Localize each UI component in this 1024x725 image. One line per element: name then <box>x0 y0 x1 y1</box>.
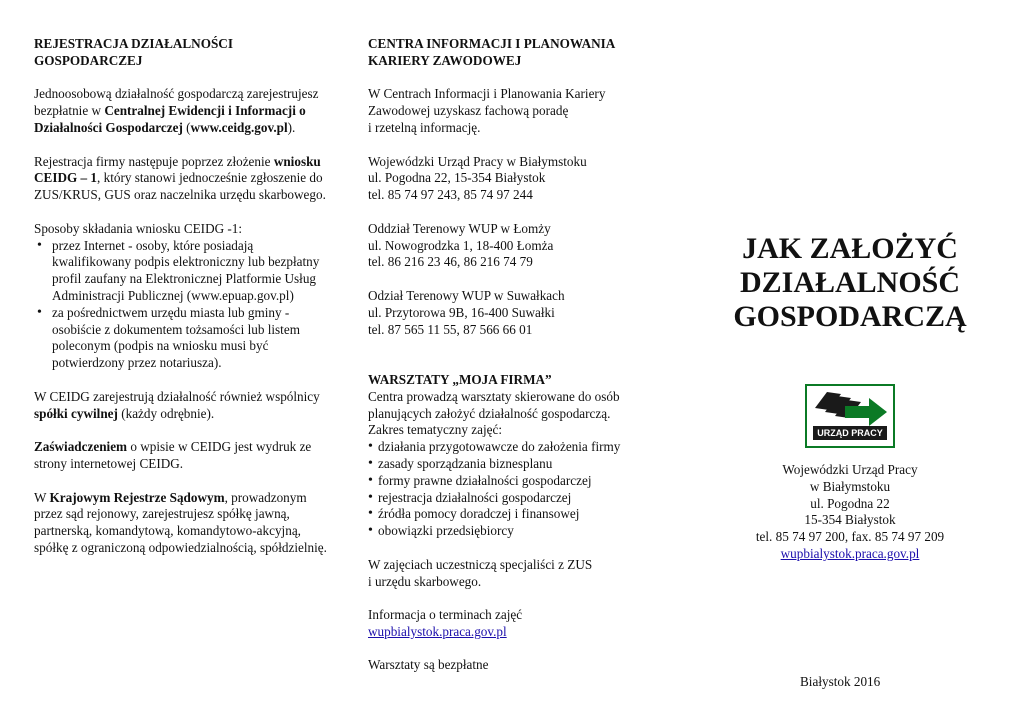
schedule-link[interactable]: wupbialystok.praca.gov.pl <box>368 623 507 639</box>
schedule-label: Informacja o terminach zajęć <box>368 607 523 623</box>
address-line: tel. 85 74 97 200, fax. 85 74 97 209 <box>755 529 945 545</box>
office-phone: tel. 86 216 23 46, 86 216 74 79 <box>368 254 533 270</box>
specialists-paragraph <box>368 557 668 591</box>
heading-line: REJESTRACJA DZIAŁALNOŚCI <box>34 36 233 51</box>
workshops-intro <box>368 389 668 439</box>
title-line: JAK ZAŁOŻYĆ <box>742 232 958 265</box>
heading-line: GOSPODARCZEJ <box>34 52 143 68</box>
methods-title: Sposoby składania wniosku CEIDG -1: <box>34 220 243 236</box>
intro-paragraph <box>368 86 668 136</box>
list-item: • za pośrednictwem urzędu miasta lub gminy - osobiście z dokumentem tożsamości lub listem poleconym (podpis na wniosku musi być potwierdzony przez notariusza). <box>34 305 330 372</box>
text-line: W Centrach Informacji i Planowania Kariery <box>368 86 606 102</box>
text: ( <box>182 119 191 135</box>
certificate-paragraph <box>34 439 330 473</box>
registration-column <box>34 36 330 574</box>
text: o wpisie w CEIDG jest wydruk ze strony internetowej CEIDG. <box>34 439 312 471</box>
text-line: Zakres tematyczny zajęć: <box>368 422 502 438</box>
heading-line: KARIERY ZAWODOWEJ <box>368 52 522 68</box>
website-link[interactable]: wupbialystok.praca.gov.pl <box>780 545 920 561</box>
career-centers-heading <box>368 36 668 70</box>
office-address: ul. Nowogrodzka 1, 18-400 Łomża <box>368 237 554 253</box>
text: , prowadzonym przez sąd rejonowy, zarejestrujesz spółkę jawną, partnerską, komandytową, komandytowo-akcyjną, spółkę z ograniczoną odpowiedzialnością, spółdzielnię. <box>34 489 327 555</box>
list-item: • przez Internet - osoby, które posiadają kwalifikowany podpis elektroniczny lub bezpłatny profil zaufany na Elektronicznej Platformie Usług Administracji Publicznej (www.epuap.gov.pl) <box>34 238 330 305</box>
office-suwalki <box>368 288 668 338</box>
logo-text: URZĄD PRACY <box>817 428 883 438</box>
list-item: • źródła pomocy doradczej i finansowej <box>368 506 668 523</box>
partnership-paragraph <box>34 389 330 423</box>
office-phone: tel. 85 74 97 243, 85 74 97 244 <box>368 187 533 203</box>
bold-text: spółki cywilnej <box>34 405 118 421</box>
office-lomza <box>368 221 668 271</box>
list-item: • formy prawne działalności gospodarczej <box>368 473 668 490</box>
cover-title <box>700 232 1000 334</box>
cover-column <box>700 36 1000 563</box>
text: , który stanowi jednocześnie zgłoszenie do ZUS/KRUS, GUS oraz naczelnika urzędu skarbowego. <box>34 170 326 203</box>
list-item: • rejestracja działalności gospodarczej <box>368 490 668 507</box>
office-address: ul. Przytorowa 9B, 16-400 Suwałki <box>368 304 555 320</box>
career-centers-column <box>368 36 668 691</box>
address-line: 15-354 Białystok <box>804 512 896 528</box>
topics-list <box>368 439 668 540</box>
ceidg-paragraph <box>34 86 330 136</box>
text-line: Centra prowadzą warsztaty skierowane do osób <box>368 388 620 404</box>
bold-text: wniosku CEIDG – 1 <box>34 153 321 186</box>
office-address: ul. Pogodna 22, 15-354 Białystok <box>368 170 546 186</box>
workshops-heading: WARSZTATY „MOJA FIRMA” <box>368 371 552 387</box>
address-line: ul. Pogodna 22 <box>810 495 890 511</box>
ceidg-url: www.ceidg.gov.pl <box>190 119 288 135</box>
free-note: Warsztaty są bezpłatne <box>368 657 489 673</box>
text-line: Zawodowej uzyskasz fachową poradę <box>368 103 569 119</box>
office-name: Odział Terenowy WUP w Suwałkach <box>368 287 565 303</box>
text: W <box>34 489 50 505</box>
office-phone: tel. 87 565 11 55, 87 566 66 01 <box>368 321 533 337</box>
list-item: • zasady sporządzania biznesplanu <box>368 456 668 473</box>
address-line: Wojewódzki Urząd Pracy <box>782 462 918 477</box>
title-line: DZIAŁALNOŚĆ <box>739 266 961 299</box>
registration-heading <box>34 36 330 70</box>
text-line: planujących założyć działalność gospodarczą. <box>368 405 611 421</box>
bold-text: Krajowym Rejestrze Sądowym <box>49 489 225 505</box>
text: Jednoosobową działalność gospodarczą zarejestrujesz bezpłatnie w <box>34 86 319 119</box>
methods-list <box>34 238 330 372</box>
text-line: W zajęciach uczestniczą specjaliści z ZUS <box>368 556 593 572</box>
registration-paragraph <box>34 154 330 204</box>
urzad-pracy-logo <box>805 384 895 448</box>
contact-address <box>700 462 1000 563</box>
address-line: w Białymstoku <box>809 478 891 494</box>
publication-year: Białystok 2016 <box>800 674 881 689</box>
text: ). <box>287 119 296 135</box>
bold-text: Centralnej Ewidencji i Informacji o Działalności Gospodarczej <box>34 103 306 135</box>
text: (każdy odrębnie). <box>117 405 215 421</box>
heading-line: CENTRA INFORMACJI I PLANOWANIA <box>368 36 616 51</box>
text-line: i rzetelną informację. <box>368 119 481 135</box>
list-item: • obowiązki przedsiębiorcy <box>368 523 668 540</box>
office-name: Wojewódzki Urząd Pracy w Białymstoku <box>368 153 587 169</box>
bold-text: Zaświadczeniem <box>34 439 128 455</box>
text: Rejestracja firmy następuje poprzez złożenie <box>34 153 274 169</box>
schedule-paragraph <box>368 607 668 641</box>
text-line: i urzędu skarbowego. <box>368 573 482 589</box>
office-bialystok <box>368 154 668 204</box>
list-item: • działania przygotowawcze do założenia firmy <box>368 439 668 456</box>
text: W CEIDG zarejestrują działalność również wspólnicy <box>34 388 320 404</box>
krs-paragraph <box>34 490 330 557</box>
title-line: GOSPODARCZĄ <box>733 300 967 333</box>
office-name: Oddział Terenowy WUP w Łomży <box>368 220 551 236</box>
